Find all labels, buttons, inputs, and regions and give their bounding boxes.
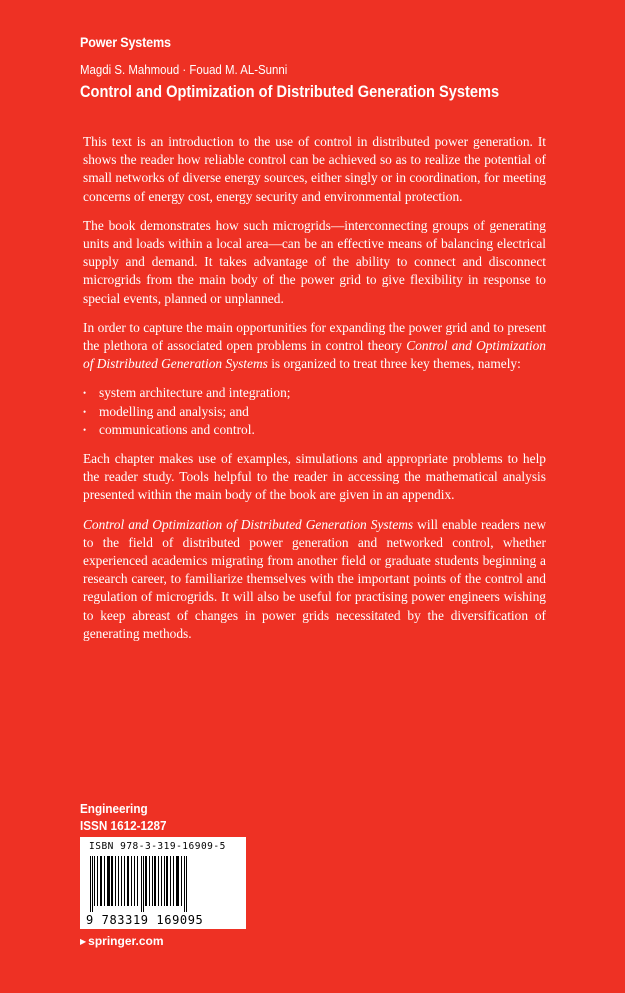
issn: ISSN 1612-1287 bbox=[80, 818, 167, 833]
blurb-p3-start: In order to capture the main opportunities for expanding the power grid and to present the plethora of associated open problems in control theory bbox=[83, 319, 546, 354]
list-item: • modelling and analysis; and bbox=[83, 403, 546, 421]
blurb-p3-end: is organized to treat three key themes, namely: bbox=[267, 356, 521, 372]
isbn-barcode bbox=[80, 837, 246, 929]
bullet-icon bbox=[83, 384, 86, 402]
blurb-p3-title: Control and Optimization of Distributed Generation Systems bbox=[83, 338, 546, 372]
series-name: Power Systems bbox=[80, 34, 171, 50]
blurb-p5-rest: will enable readers new to the field of distributed power generation and networked control, whether experienced academics migrating from another field or graduate students beginning a research career, to familiarize themselves with the important points of the control and regulation of microgrids. It will also be useful for practising power engineers wishing to keep abreast of changes in power grids necessitated by the diversification of generating methods. bbox=[83, 516, 546, 641]
blurb-paragraph-4: Each chapter makes use of examples, simulations and appropriate problems to help the reader study. Tools helpful to the reader in accessing the mathematical analysis presented within the main body of the book are given in an appendix. bbox=[83, 451, 546, 503]
publisher-link[interactable] bbox=[80, 934, 164, 948]
isbn-label: ISBN 978-3-319-16909-5 bbox=[89, 841, 226, 852]
subject-category: Engineering bbox=[80, 801, 148, 816]
blurb-p5-title: Control and Optimization of Distributed Generation Systems bbox=[83, 516, 414, 532]
blurb-paragraph-2: The book demonstrates how such microgrids—interconnecting groups of generating units and loads within a local area—can be an effective means of balancing electrical supply and demand. It takes advantage of the ability to connect and disconnect microgrids from the main body of the power grid to give flexibility in response to special events, planned or unplanned. bbox=[83, 217, 546, 306]
list-item: • system architecture and integration; bbox=[83, 384, 546, 402]
bullet-icon bbox=[83, 421, 86, 439]
blurb-paragraph-3 bbox=[83, 319, 546, 374]
authors: Magdi S. Mahmoud · Fouad M. AL-Sunni bbox=[80, 62, 288, 77]
barcode-digits: 9 783319 169095 bbox=[86, 913, 204, 927]
book-title: Control and Optimization of Distributed Generation Systems bbox=[80, 82, 500, 101]
blurb-paragraph-1: This text is an introduction to the use of control in distributed power generation. It shows the reader how reliable control can be achieved so as to realize the potential of small networks of diverse energy sources, either singly or in coordination, for meeting concerns of energy cost, energy security and environmental protection. bbox=[83, 134, 546, 204]
blurb-paragraph-5 bbox=[83, 516, 546, 643]
bullet-icon bbox=[83, 403, 86, 421]
themes-list bbox=[83, 384, 546, 439]
back-cover-blurb bbox=[83, 133, 546, 654]
subject-block bbox=[80, 800, 167, 834]
barcode-bars bbox=[88, 856, 238, 912]
triangle-arrow-icon bbox=[80, 937, 86, 946]
publisher-link-text: springer.com bbox=[88, 934, 164, 948]
list-item: • communications and control. bbox=[83, 421, 546, 439]
